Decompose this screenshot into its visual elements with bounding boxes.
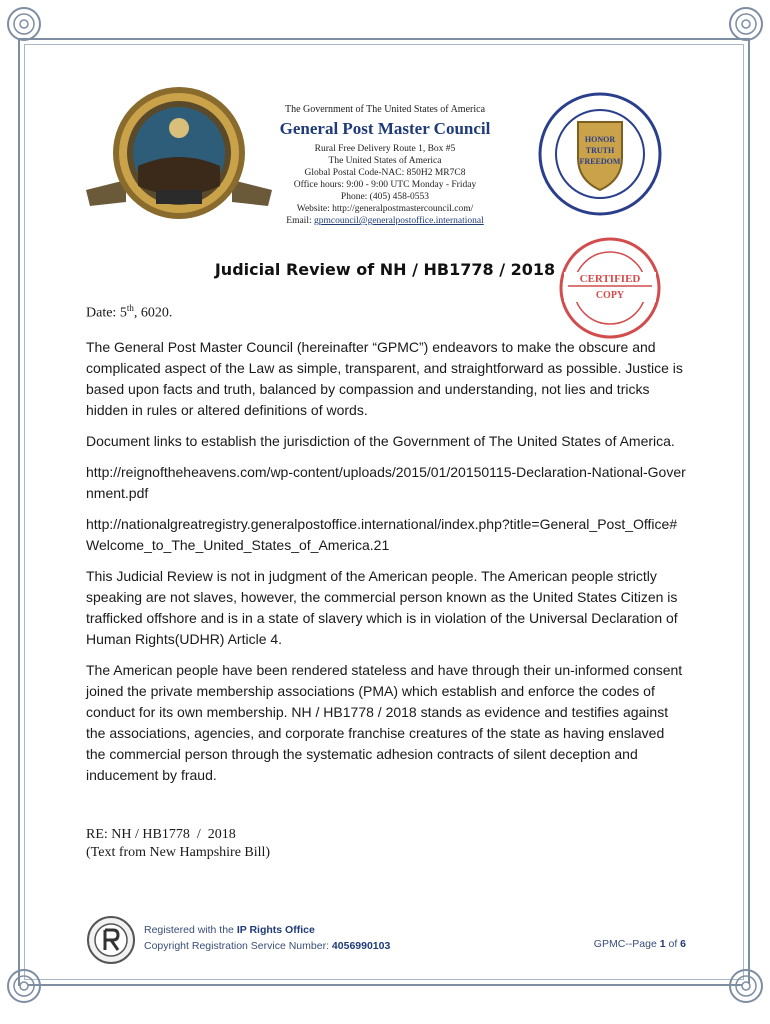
email-label: Email:	[286, 216, 314, 226]
phone: Phone: (405) 458-0553	[340, 192, 430, 202]
page-footer	[86, 915, 686, 965]
date-prefix: Date: 5	[86, 305, 127, 321]
government-line: The Government of The United States of America	[284, 104, 486, 115]
page-current: 1	[659, 938, 666, 950]
copyright-number: 4056990103	[331, 940, 391, 952]
paragraph-stateless: The American people have been rendered stateless and have through their un-informed consent joined the private membership associations (PMA) which establish and enforce the codes of conduct for its own membership. NH / HB1778 / 2018 stands as evidence and testifies against the associations, agencies, and corporate franchise creatures of the state as having enslaved the commercial person through the systematic adhesion contracts of silent deception and inducement by fraud.	[86, 662, 683, 783]
re-block	[86, 826, 270, 862]
shield-text-freedom: FREEDOM	[579, 157, 621, 166]
email-link[interactable]: gpmcouncil@generalpostoffice.international	[313, 216, 484, 226]
website[interactable]: Website: http://generalpostmastercouncil.com/	[296, 204, 474, 214]
document-date	[86, 303, 172, 322]
certified-copy-stamp-icon	[558, 236, 662, 340]
corner-ornament-icon	[0, 0, 48, 48]
copyright-prefix: Copyright Registration Service Number:	[144, 940, 332, 952]
corner-ornament-icon	[722, 0, 770, 48]
registered-line	[144, 922, 390, 938]
link-declaration[interactable]: http://reignoftheheavens.com/wp-content/uploads/2015/01/20150115-Declaration-National-Government.pdf	[86, 464, 686, 501]
stamp-certified-text: CERTIFIED	[579, 273, 641, 285]
address-line-2: The United States of America	[328, 156, 442, 166]
corner-ornament-icon	[0, 962, 48, 1010]
post-master-council-seal-icon	[538, 92, 662, 216]
page-number	[594, 938, 686, 950]
document-body	[86, 337, 686, 796]
paragraph-intro: The General Post Master Council (hereinafter “GPMC”) endeavors to make the obscure and complicated aspect of the Law as simple, transparent, and straightforward as possible. Justice is based upon facts and truth, balanced by compassion and understanding, not lies and tricks hidden in rules or altered definitions of words.	[86, 339, 683, 418]
registered-prefix: Registered with the	[144, 924, 237, 936]
corner-ornament-icon	[722, 962, 770, 1010]
re-note: (Text from New Hampshire Bill)	[86, 845, 271, 860]
registration-info	[144, 922, 390, 954]
date-ordinal: th	[126, 303, 134, 313]
page-total: 6	[680, 938, 686, 950]
page-of: of	[665, 938, 681, 950]
document-title: Judicial Review of NH / HB1778 / 2018	[214, 260, 556, 279]
shield-text-truth: TRUTH	[585, 146, 615, 155]
paragraph-links-intro: Document links to establish the jurisdiction of the Government of The United States of America.	[86, 433, 675, 449]
shield-text-honor: HONOR	[584, 135, 616, 144]
copyright-line	[144, 938, 390, 954]
page-prefix: GPMC--Page	[593, 938, 660, 950]
date-suffix: , 6020.	[133, 305, 173, 321]
address-line-1: Rural Free Delivery Route 1, Box #5	[314, 144, 456, 154]
registered-office: IP Rights Office	[236, 924, 315, 936]
office-hours: Office hours: 9:00 - 9:00 UTC Monday - Friday	[293, 180, 477, 190]
postal-code: Global Postal Code-NAC: 850H2 MR7C8	[304, 168, 466, 178]
email-line	[0, 215, 770, 227]
re-line: RE: NH / HB1778 / 2018	[86, 827, 236, 842]
ip-rights-office-logo-icon	[86, 915, 136, 965]
stamp-copy-text: COPY	[595, 290, 625, 301]
council-title: General Post Master Council	[279, 119, 491, 138]
paragraph-judgment: This Judicial Review is not in judgment of the American people. The American people strictly speaking are not slaves, however, the commercial person known as the United States Citizen is trafficked offshore and is in a state of slavery which is in violation of the Universal Declaration of Human Rights(UDHR) Article 4.	[86, 568, 678, 647]
link-registry[interactable]: http://nationalgreatregistry.generalpostoffice.international/index.php?title=General_Post_Office#Welcome_to_The_United_States_of_America.21	[86, 516, 678, 553]
